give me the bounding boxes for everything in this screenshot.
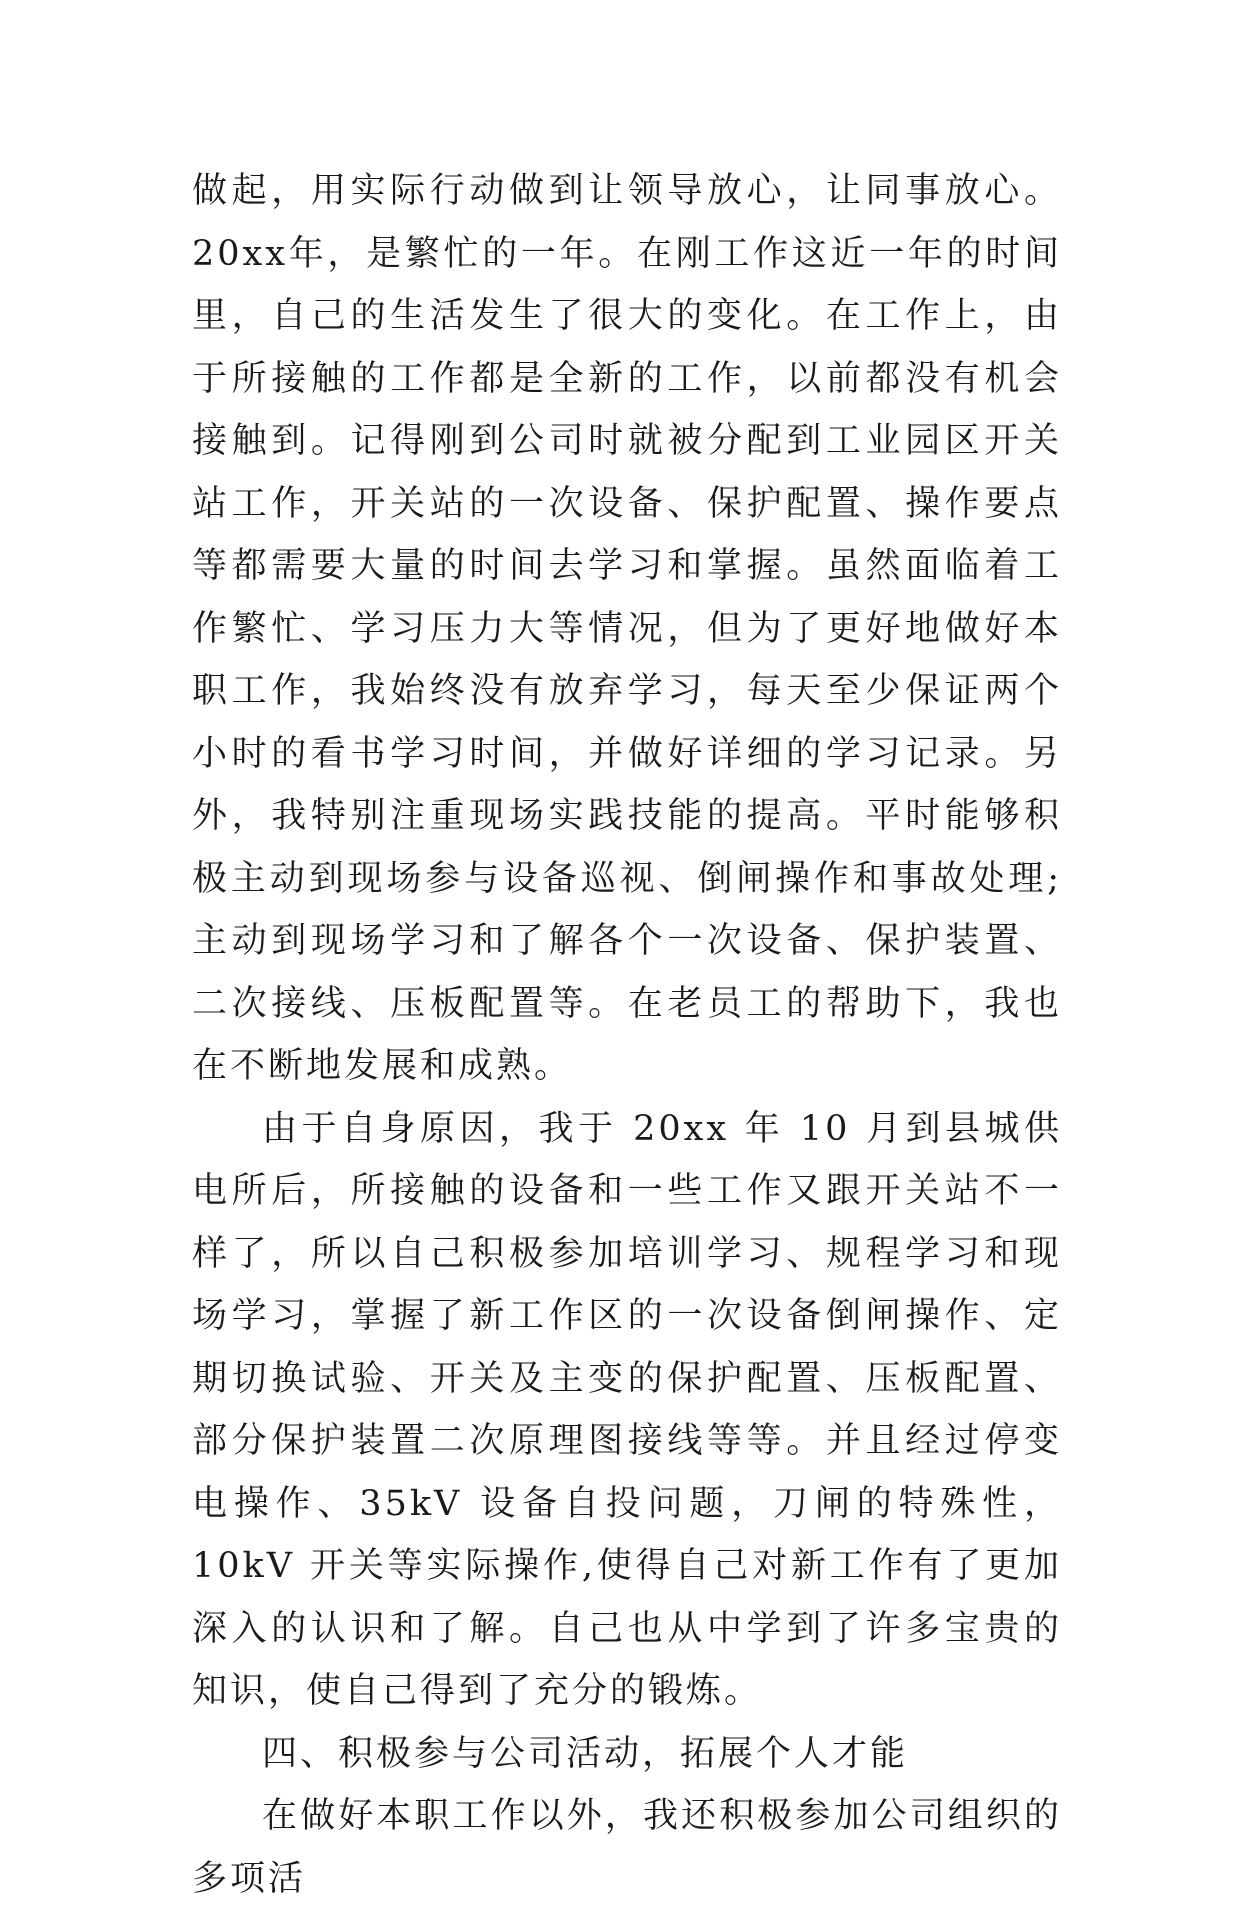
document-body: [192, 160, 1062, 1910]
paragraph-county-supply-station: 由于自身原因，我于 20xx 年 10 月到县城供电所后，所接触的设备和一些工作又跟开关站不一样了，所以自己积极参加培训学习、规程学习和现场学习，掌握了新工作区的一次设备倒闸操作、定期切换试验、开关及主变的保护配置、压板配置、部分保护装置二次原理图接线等等。并且经过停变电操作、35kV 设备自投问题，刀闸的特殊性， 10kV 开关等实际操作,使得自己对新工作有了更加深入的认识和了解。自己也从中学到了许多宝贵的知识，使自己得到了充分的锻炼。: [192, 1108, 1062, 1711]
paragraph-work-experience: 做起，用实际行动做到让领导放心，让同事放心。 20xx年，是繁忙的一年。在刚工作这近一年的时间里，自己的生活发生了很大的变化。在工作上，由于所接触的工作都是全新的工作，以前都没有机会接触到。记得刚到公司时就被分配到工业园区开关站工作，开关站的一次设备、保护配置、操作要点等都需要大量的时间去学习和掌握。虽然面临着工作繁忙、学习压力大等情况，但为了更好地做好本职工作，我始终没有放弃学习，每天至少保证两个小时的看书学习时间，并做好详细的学习记录。另外，我特别注重现场实践技能的提高。平时能够积极主动到现场参与设备巡视、倒闸操作和事故处理; 主动到现场学习和了解各个一次设备、保护装置、二次接线、压板配置等。在老员工的帮助下，我也在不断地发展和成熟。: [192, 171, 1062, 1086]
paragraph-activities: 在做好本职工作以外，我还积极参加公司组织的多项活: [192, 1796, 1062, 1899]
section-heading-company-activities: 四、积极参与公司活动，拓展个人才能: [262, 1733, 909, 1774]
